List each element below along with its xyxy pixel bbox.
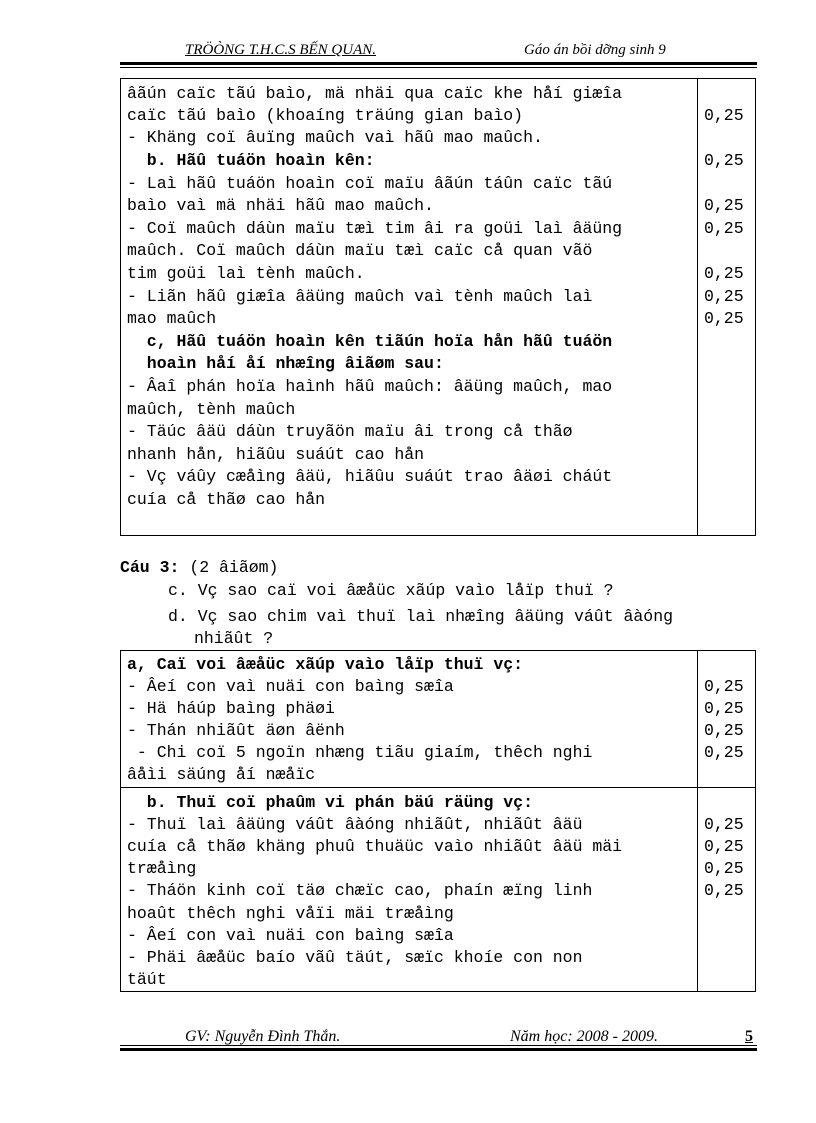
score: 0,25: [704, 699, 744, 718]
column-divider: [697, 79, 698, 535]
document-subject: Gáo án bồi dỡng sinh 9: [524, 42, 666, 58]
score: 0,25: [704, 264, 744, 283]
school-name: TRÖÒNG T.H.C.S BẾN QUAN.: [185, 42, 376, 58]
footer-rule-thin: [120, 1045, 757, 1046]
table2-line: täút: [127, 970, 167, 989]
table1-line: mao maûch: [127, 309, 217, 328]
table2-line: - Tháön kinh coï täø chæïc cao, phaín æïng linh: [127, 881, 593, 900]
table1-line: - Coï maûch dáùn maïu tæì tim âi ra goüi laì âäüng: [127, 219, 623, 238]
table1-line: - Vç váûy cæåìng âäü, hiãûu suáút trao âäøi cháút: [127, 467, 613, 486]
row-divider: [121, 787, 755, 788]
score: 0,25: [704, 859, 744, 878]
score: 0,25: [704, 151, 744, 170]
score: 0,25: [704, 219, 744, 238]
table1-heading-c-cont: hoaìn håí åí nhæîng âiãøm sau:: [127, 354, 444, 373]
score: 0,25: [704, 196, 744, 215]
table1-line: maûch, tènh maûch: [127, 400, 296, 419]
table1-line: - Liãn hãû giæîa âäüng maûch vaì tènh maûch laì: [127, 287, 593, 306]
school-year: Năm học: 2008 - 2009.: [510, 1028, 658, 1045]
question-item-d-cont: nhiãût ?: [194, 629, 274, 648]
table2-line: cuía cå thãø khäng phuû thuäüc vaìo nhiãût âäü mäi: [127, 837, 623, 856]
score: 0,25: [704, 287, 744, 306]
answer-table-2: [120, 650, 756, 992]
question-item-d: [168, 606, 673, 628]
score: 0,25: [704, 743, 744, 762]
score: 0,25: [704, 815, 744, 834]
header-rule-thin: [120, 67, 757, 68]
score: 0,25: [704, 721, 744, 740]
table2-line: - Chi coï 5 ngoïn nhæng tiãu giaím, thêch nghi: [127, 743, 593, 762]
score: 0,25: [704, 837, 744, 856]
question-item-marker: c.: [168, 581, 188, 600]
score: 0,25: [704, 309, 744, 328]
table1-heading-b: b. Hãû tuáön hoaìn kên:: [127, 151, 375, 170]
table2-line: træåìng: [127, 859, 197, 878]
table1-line: nhanh hån, hiãûu suáút cao hån: [127, 445, 425, 464]
table2-line: - Âeí con vaì nuäi con baìng sæîa: [127, 926, 454, 945]
column-divider: [697, 651, 698, 991]
question-points: (2 âiãøm): [179, 558, 279, 577]
question-item-text: Vç sao chim vaì thuï laì nhæîng âäüng váût âàóng: [197, 607, 673, 626]
page-number: 5: [745, 1028, 753, 1045]
table1-line: - Khäng coï âuïng maûch vaì hãû mao maûch.: [127, 128, 543, 147]
table2-line: - Thuï laì âäüng váût âàóng nhiãût, nhiãût âäü: [127, 815, 583, 834]
table2-line: - Thán nhiãût äøn âënh: [127, 721, 345, 740]
question-title: Cáu 3:: [120, 558, 180, 577]
table1-line: - Âaî phán hoïa haình hãû maûch: âäüng maûch, mao: [127, 377, 613, 396]
table2-heading-b: b. Thuï coï phaûm vi phán bäú räüng vç:: [127, 793, 533, 812]
table1-line: âãún caïc tãú baìo, mä nhäi qua caïc khe håí giæîa: [127, 84, 623, 103]
table2-line: - Phäi âæåüc baío vãû täút, sæïc khoíe con non: [127, 948, 583, 967]
table1-line: - Laì hãû tuáön hoaìn coï maïu âãún táûn caïc tãú: [127, 174, 613, 193]
table1-line: cuía cå thãø cao hån: [127, 490, 326, 509]
score: 0,25: [704, 881, 744, 900]
question-item-marker: d.: [168, 607, 188, 626]
table1-line: baìo vaì mä nhäi hãû mao maûch.: [127, 196, 434, 215]
table1-line: maûch. Coï maûch dáùn maïu tæì caïc cå quan vãö: [127, 241, 593, 260]
score: 0,25: [704, 677, 744, 696]
table2-line: - Hä háúp baìng phäøi: [127, 699, 335, 718]
question-heading: [120, 557, 278, 579]
score: 0,25: [704, 106, 744, 125]
table2-line: - Âeí con vaì nuäi con baìng sæîa: [127, 677, 454, 696]
table2-heading-a: a, Caï voi âæåüc xãúp vaìo låïp thuï vç:: [127, 655, 524, 674]
table2-line: hoaût thêch nghi våïi mäi træåìng: [127, 904, 454, 923]
question-item-c: [168, 580, 614, 602]
footer-rule: [120, 1048, 757, 1051]
table1-line: - Täúc âäü dáùn truyãön maïu âi trong cå thãø: [127, 422, 573, 441]
answer-table-1: [120, 78, 756, 536]
table1-line: caïc tãú baìo (khoaíng träúng gian baìo): [127, 106, 524, 125]
question-item-text: Vç sao caï voi âæåüc xãúp vaìo låïp thuï ?: [197, 581, 614, 600]
table1-heading-c: c, Hãû tuáön hoaìn kên tiãún hoïa hån hãû tuáön: [127, 332, 613, 351]
teacher-name: GV: Nguyễn Đình Thắn.: [185, 1028, 341, 1045]
table2-line: âåìi säúng åí næåïc: [127, 765, 316, 784]
header-rule: [120, 62, 757, 65]
table1-line: tim goüi laì tènh maûch.: [127, 264, 365, 283]
